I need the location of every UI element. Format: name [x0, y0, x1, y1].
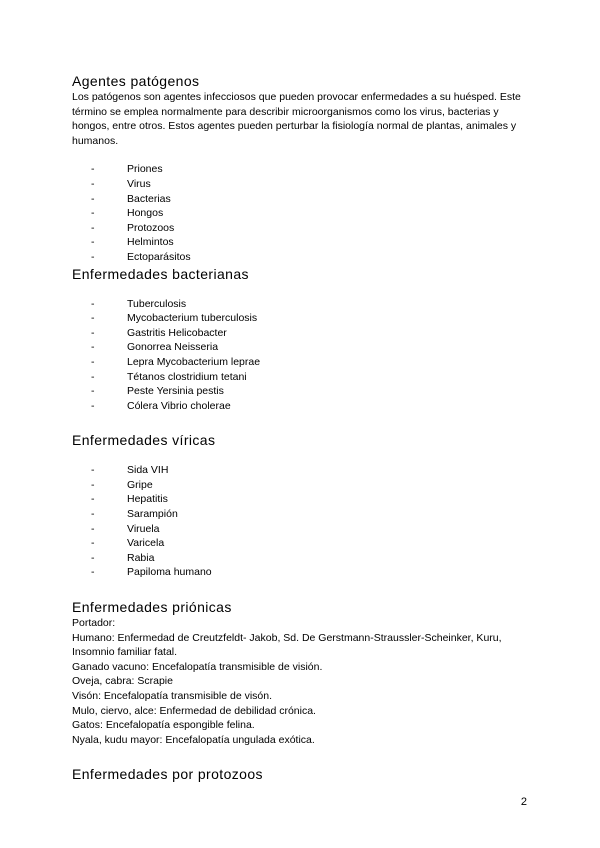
text-line: Portador: [72, 617, 116, 630]
list-marker: - [91, 370, 95, 383]
list-item: - Ectoparásitos [91, 250, 191, 263]
list-item: - Gonorrea Neisseria [91, 341, 219, 354]
list-agentes [72, 162, 538, 264]
list-item: - Priones [91, 163, 163, 176]
list-item: - Tuberculosis [91, 297, 187, 310]
list-marker: - [91, 385, 95, 398]
list-marker: - [91, 250, 95, 263]
heading-prionicas: Enfermedades priónicas [72, 599, 232, 616]
list-marker: - [91, 192, 95, 205]
list-marker: - [91, 399, 95, 412]
page-number: 2 [520, 796, 527, 808]
list-marker: - [91, 522, 95, 535]
list-marker: - [91, 207, 95, 220]
list-item: - Gastritis Helicobacter [91, 326, 227, 339]
list-marker: - [91, 355, 95, 368]
list-item: - Gripe [91, 478, 153, 491]
text-line: Mulo, ciervo, alce: Enfermedad de debilidad crónica. [72, 704, 316, 717]
text-line: Humano: Enfermedad de Creutzfeldt- Jakob, Sd. De Gerstmann-Straussler-Scheinker, Kuru, Insomnio familiar fatal. [72, 631, 502, 659]
list-item: - Bacterias [91, 192, 171, 205]
list-item: - Mycobacterium tuberculosis [91, 312, 258, 325]
list-marker: - [91, 566, 95, 579]
heading-viricas: Enfermedades víricas [72, 432, 216, 449]
list-marker: - [91, 537, 95, 550]
page-content [72, 72, 538, 783]
list-item: - Hongos [91, 207, 164, 220]
text-line: Nyala, kudu mayor: Encefalopatía ungulada exótica. [72, 733, 315, 746]
text-line: Ganado vacuno: Encefalopatía transmisible de visión. [72, 660, 323, 673]
list-viricas [72, 463, 538, 580]
list-marker: - [91, 508, 95, 521]
list-item: - Varicela [91, 537, 165, 550]
heading-protozoos: Enfermedades por protozoos [72, 766, 263, 783]
list-item: - Helmintos [91, 236, 174, 249]
text-line: Gatos: Encefalopatía espongible felina. [72, 719, 255, 732]
list-marker: - [91, 464, 95, 477]
list-marker: - [91, 177, 95, 190]
list-item: - Viruela [91, 522, 160, 535]
text-line: Oveja, cabra: Scrapie [72, 675, 173, 688]
list-marker: - [91, 221, 95, 234]
list-marker: - [91, 163, 95, 176]
list-item: - Tétanos clostridium tetani [91, 370, 247, 383]
list-item: - Sida VIH [91, 464, 169, 477]
prionicas-definitions [72, 616, 538, 747]
list-bacterianas [72, 297, 538, 414]
paragraph-agentes: Los patógenos son agentes infecciosos que pueden provocar enfermedades a su huésped. Este término se emplea normalmente para describir microorganismos como los virus, bacterias y hongos, entre otros. Estos agentes pueden perturbar la fisiología normal de plantas, animales y humanos. [72, 91, 521, 147]
list-marker: - [91, 341, 95, 354]
list-item: - Protozoos [91, 221, 175, 234]
list-item: - Rabia [91, 551, 155, 564]
list-marker: - [91, 478, 95, 491]
list-marker: - [91, 326, 95, 339]
list-marker: - [91, 297, 95, 310]
list-item: - Virus [91, 177, 151, 190]
list-item: - Papiloma humano [91, 566, 212, 579]
list-marker: - [91, 551, 95, 564]
list-item: - Cólera Vibrio cholerae [91, 399, 231, 412]
list-item: - Sarampión [91, 508, 178, 521]
list-marker: - [91, 493, 95, 506]
text-line: Visón: Encefalopatía transmisible de visón. [72, 690, 273, 702]
heading-bacterianas: Enfermedades bacterianas [72, 265, 249, 282]
list-marker: - [91, 312, 95, 325]
list-item: - Hepatitis [91, 493, 168, 506]
list-item: - Lepra Mycobacterium leprae [91, 355, 261, 368]
list-marker: - [91, 236, 95, 249]
heading-agentes: Agentes patógenos [72, 73, 200, 89]
list-item: - Peste Yersinia pestis [91, 385, 224, 398]
